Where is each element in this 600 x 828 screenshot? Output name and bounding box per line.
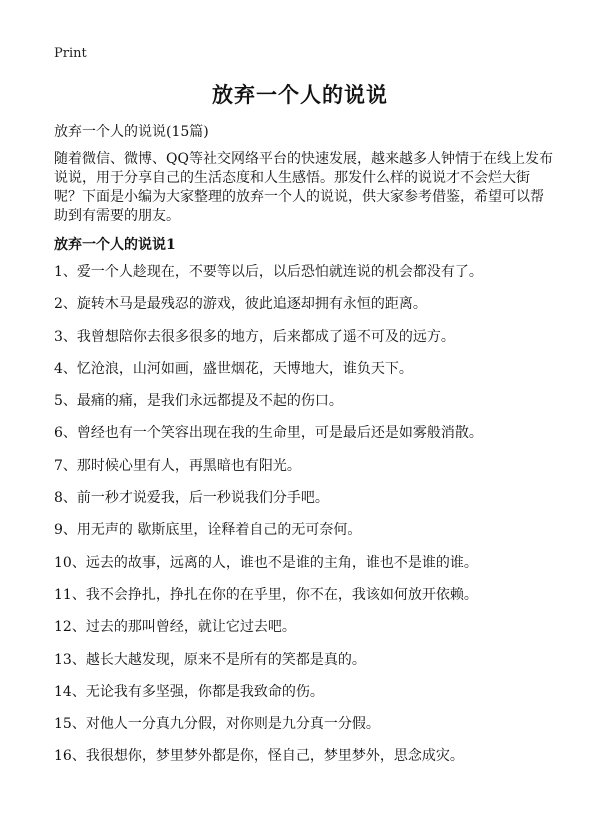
intro-paragraph: 随着微信、微博、QQ等社交网络平台的快速发展，越来越多人钟情于在线上发布说说，用于分享自己的生活态度和人生感悟。那发什么样的说说才不会烂大街呢？下面是小编为大家整理的放弃一个人的说说，供大家参考借鉴，希望可以帮助到有需要的朋友。 — [54, 151, 553, 224]
list-item: 14、无论我有多坚强，你都是我致命的伤。 — [54, 683, 324, 700]
page-title: 放弃一个人的说说 — [212, 82, 388, 107]
list-item: 2、旋转木马是最残忍的游戏，彼此追逐却拥有永恒的距离。 — [54, 296, 427, 313]
list-item: 9、用无声的 歇斯底里，诠释着自己的无可奈何。 — [54, 522, 362, 539]
quote-list — [54, 262, 574, 779]
print-link[interactable]: Print — [54, 46, 87, 61]
section-heading: 放弃一个人的说说1 — [54, 237, 176, 253]
list-item: 6、曾经也有一个笑容出现在我的生命里，可是最后还是如雾般消散。 — [54, 425, 483, 442]
list-item: 13、越长大越发现，原来不是所有的笑都是真的。 — [54, 651, 366, 668]
list-item: 15、对他人一分真九分假，对你则是九分真一分假。 — [54, 716, 380, 733]
list-item: 12、过去的那叫曾经，就让它过去吧。 — [54, 619, 296, 636]
list-item: 3、我曾想陪你去很多很多的地方，后来都成了遥不可及的远方。 — [54, 328, 455, 345]
list-item: 7、那时候心里有人，再黑暗也有阳光。 — [54, 457, 301, 474]
list-item: 1、爱一个人趁现在，不要等以后，以后恐怕就连说的机会都没有了。 — [54, 264, 483, 280]
list-item: 4、忆沧浪，山河如画，盛世烟花，天博地大，谁负天下。 — [54, 360, 413, 377]
list-item: 10、远去的故事，远离的人，谁也不是谁的主角，谁也不是谁的谁。 — [54, 554, 478, 571]
list-item: 5、最痛的痛，是我们永远都提及不起的伤口。 — [54, 393, 343, 410]
article-subtitle: 放弃一个人的说说(15篇) — [54, 124, 209, 140]
list-item: 16、我很想你，梦里梦外都是你，怪自己，梦里梦外，思念成灾。 — [54, 748, 464, 765]
list-item: 11、我不会挣扎，挣扎在你的在乎里，你不在，我该如何放开依赖。 — [54, 586, 478, 603]
list-item: 8、前一秒才说爱我，后一秒说我们分手吧。 — [54, 490, 329, 507]
